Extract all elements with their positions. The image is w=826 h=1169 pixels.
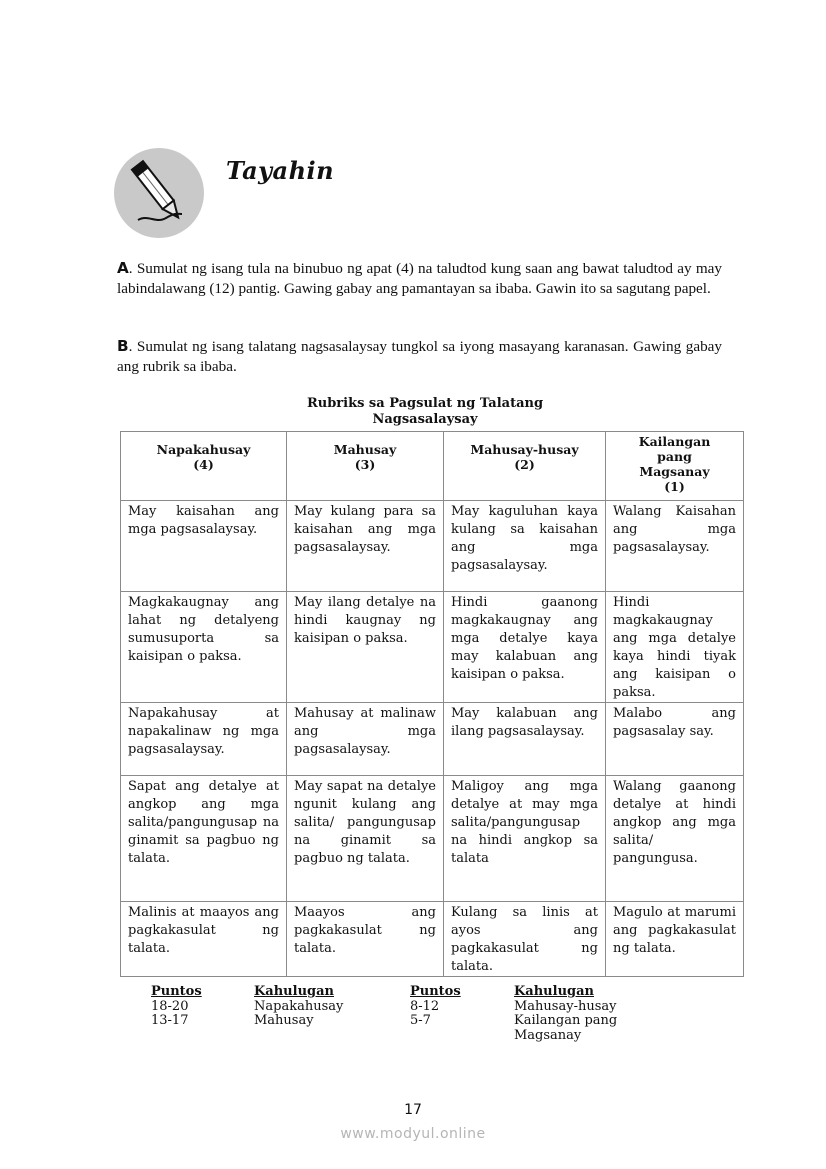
table-cell: Malinis at maayos ang pagkakasulat ng talata. xyxy=(121,902,287,977)
table-cell: Hindi magkakaugnay ang mga detalye kaya hindi tiyak ang kaisipan o paksa. xyxy=(606,592,744,703)
header-label: Napakahusay xyxy=(156,442,251,457)
rubric-title xyxy=(250,396,600,428)
legend-item: 8-12 xyxy=(410,998,440,1014)
table-header-row xyxy=(121,432,744,501)
legend-item: 18-20 xyxy=(151,998,189,1014)
table-cell: Malabo ang pagsasalay say. xyxy=(606,703,744,776)
legend-item: Kailangan pang xyxy=(514,1013,618,1028)
header-label: Mahusay-husay xyxy=(470,442,579,457)
rubric-title-line2: Nagsasalaysay xyxy=(372,412,478,427)
table-cell: Maayos ang pagkakasulat ng talata. xyxy=(287,902,444,977)
instruction-b xyxy=(117,337,722,376)
header-score: (3) xyxy=(354,457,376,472)
header-cell xyxy=(606,432,744,501)
header-cell xyxy=(121,432,287,501)
watermark: www.modyul.online xyxy=(340,1126,486,1142)
legend-item: 5-7 xyxy=(410,1013,431,1028)
table-cell: Kulang sa linis at ayos ang pagkakasulat ng talata. xyxy=(444,902,606,977)
legend-item: 13-17 xyxy=(151,1013,189,1028)
table-row xyxy=(121,776,744,902)
pencil-icon xyxy=(114,148,204,238)
header-cell xyxy=(287,432,444,501)
legend-header: Puntos xyxy=(410,984,461,999)
legend-points-col-2 xyxy=(410,985,461,1029)
instruction-b-text: . Sumulat ng isang talatang nagsasalaysay tungkol sa iyong masayang karanasan. Gawing gabay ang rubrik sa ibaba. xyxy=(117,338,722,375)
table-cell: May kaguluhan kaya kulang sa kaisahan ang mga pagsasalaysay. xyxy=(444,501,606,592)
table-cell: May kalabuan ang ilang pagsasalaysay. xyxy=(444,703,606,776)
instruction-a-label: A xyxy=(117,259,129,277)
table-cell: Magulo at marumi ang pagkakasulat ng talata. xyxy=(606,902,744,977)
table-cell: Sapat ang detalye at angkop ang mga salita/pangungusap na ginamit sa pagbuo ng talata. xyxy=(121,776,287,902)
table-cell: Napakahusay at napakalinaw ng mga pagsasalaysay. xyxy=(121,703,287,776)
table-cell: Magkakaugnay ang lahat ng detalyeng sumusuporta sa kaisipan o paksa. xyxy=(121,592,287,703)
legend-meaning-col-1 xyxy=(254,985,343,1029)
header-label: Kailangan pang Magsanay xyxy=(638,434,711,479)
section-title: Tayahin xyxy=(226,156,335,185)
header-label: Mahusay xyxy=(333,442,397,457)
table-cell: May kulang para sa kaisahan ang mga pagsasalaysay. xyxy=(287,501,444,592)
header-score: (2) xyxy=(514,457,535,472)
legend-item: Mahusay-husay xyxy=(514,998,617,1014)
instruction-a xyxy=(117,259,722,298)
legend-points-col-1 xyxy=(151,985,202,1029)
table-cell: May sapat na detalye ngunit kulang ang salita/ pangungusap na ginamit sa pagbuo ng talata. xyxy=(287,776,444,902)
table-cell: Hindi gaanong magkakaugnay ang mga detalye kaya may kalabuan ang kaisipan o paksa. xyxy=(444,592,606,703)
table-row xyxy=(121,592,744,703)
page-number: 17 xyxy=(404,1102,422,1118)
table-cell: May kaisahan ang mga pagsasalaysay. xyxy=(121,501,287,592)
legend-header: Puntos xyxy=(151,984,202,999)
table-cell: Walang gaanong detalye at hindi angkop ang mga salita/ pangungusa. xyxy=(606,776,744,902)
legend-meaning-col-2 xyxy=(514,985,617,1043)
legend-item: Napakahusay xyxy=(254,998,344,1014)
table-cell: Maligoy ang mga detalye at may mga salita/pangungusap na hindi angkop sa talata xyxy=(444,776,606,902)
legend-item: Mahusay xyxy=(254,1013,314,1028)
table-cell: Walang Kaisahan ang mga pagsasalaysay. xyxy=(606,501,744,592)
legend-header: Kahulugan xyxy=(254,984,334,999)
legend-item: Magsanay xyxy=(514,1027,582,1043)
table-cell: Mahusay at malinaw ang mga pagsasalaysay. xyxy=(287,703,444,776)
header-cell xyxy=(444,432,606,501)
table-row xyxy=(121,902,744,977)
header-score: (1) xyxy=(664,479,685,494)
rubric-table xyxy=(120,431,744,977)
table-row xyxy=(121,501,744,592)
instruction-b-label: B xyxy=(117,337,129,355)
table-cell: May ilang detalye na hindi kaugnay ng kaisipan o paksa. xyxy=(287,592,444,703)
rubric-title-line1: Rubriks sa Pagsulat ng Talatang xyxy=(306,396,544,411)
table-row xyxy=(121,703,744,776)
instruction-a-text: . Sumulat ng isang tula na binubuo ng apat (4) na taludtod kung saan ang bawat taludtod ay may labindalawang (12) pantig. Gawing gabay ang pamantayan sa ibaba. Gawin ito sa sagutang papel. xyxy=(117,260,722,297)
legend-header: Kahulugan xyxy=(514,984,594,999)
header-score: (4) xyxy=(193,457,214,472)
